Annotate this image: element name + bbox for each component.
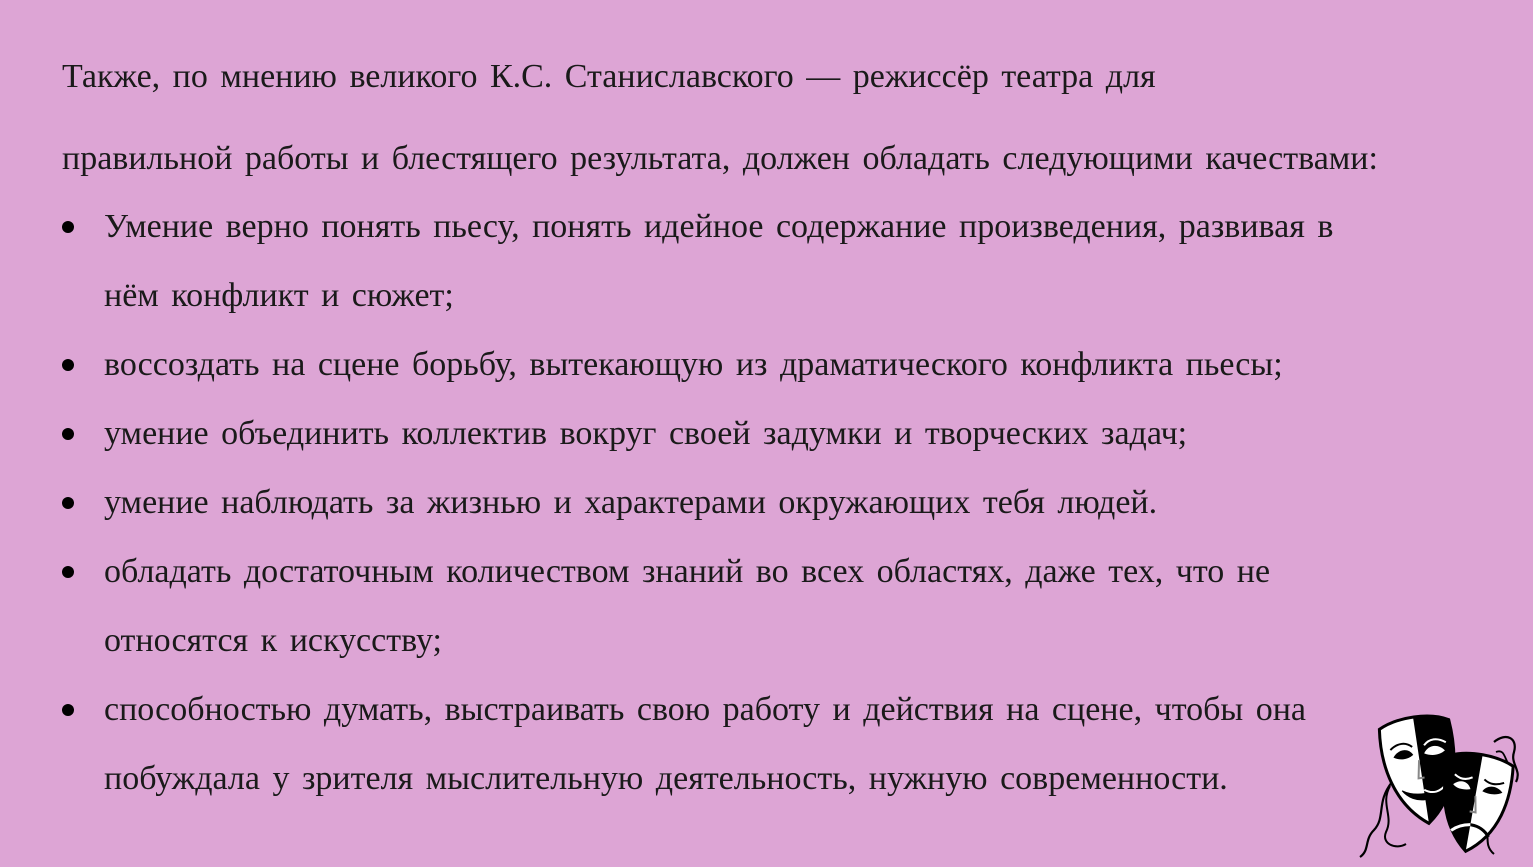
bullet-icon — [62, 428, 74, 440]
intro-line-1: Также, по мнению великого К.С. Станиславского — режиссёр театра для — [62, 58, 1156, 95]
list-item-text-line-1: умение объединить коллектив вокруг своей задумки и творческих задач; — [104, 415, 1188, 452]
list-item — [62, 330, 1462, 399]
intro-line-2: правильной работы и блестящего результата, должен обладать следующими качествами: — [62, 140, 1378, 177]
intro-paragraph — [62, 36, 1522, 200]
bullet-icon — [62, 359, 74, 371]
list-item-text-line-1: Умение верно понять пьесу, понять идейное содержание произведения, развивая в — [104, 208, 1334, 245]
list-item-text-line-2: побуждала у зрителя мыслительную деятельность, нужную современности. — [104, 760, 1228, 797]
list-item-text-line-1: воссоздать на сцене борьбу, вытекающую из драматического конфликта пьесы; — [104, 346, 1283, 383]
list-item-text-line-1: умение наблюдать за жизнью и характерами окружающих тебя людей. — [104, 484, 1158, 521]
list-item — [62, 675, 1462, 813]
bullet-icon — [62, 566, 74, 578]
qualities-list — [62, 192, 1462, 813]
list-item-text-line-2: относятся к искусству; — [104, 622, 442, 659]
list-item-text-line-1: обладать достаточным количеством знаний во всех областях, даже тех, что не — [104, 553, 1271, 590]
list-item — [62, 537, 1462, 675]
list-item — [62, 468, 1462, 537]
list-item — [62, 399, 1462, 468]
list-item-text-line-2: нём конфликт и сюжет; — [104, 277, 454, 314]
theatre-masks-icon — [1356, 712, 1526, 862]
list-item-text-line-1: способностью думать, выстраивать свою работу и действия на сцене, чтобы она — [104, 691, 1307, 728]
bullet-icon — [62, 497, 74, 509]
list-item — [62, 192, 1462, 330]
bullet-icon — [62, 221, 74, 233]
bullet-icon — [62, 704, 74, 716]
